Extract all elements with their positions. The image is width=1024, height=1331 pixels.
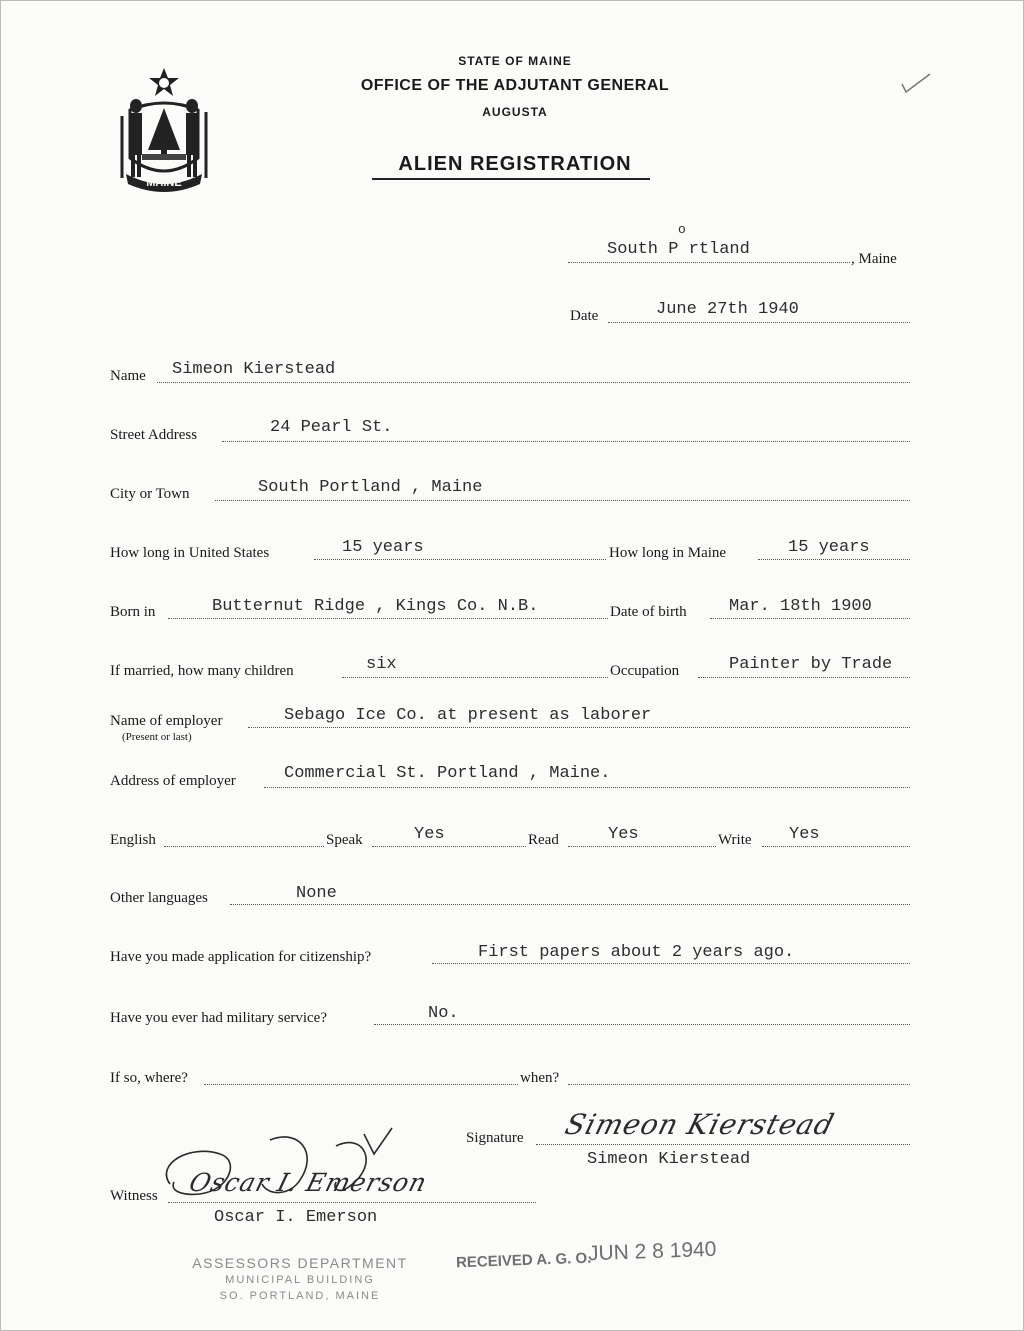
write-label: Write	[718, 832, 752, 848]
born-line	[168, 618, 608, 619]
signature-line	[536, 1144, 910, 1145]
name-value: Simeon Kierstead	[172, 360, 336, 379]
header-city: AUGUSTA	[482, 105, 548, 119]
other-languages-line	[230, 904, 910, 905]
date-value: June 27th 1940	[656, 300, 799, 319]
name-line	[157, 382, 910, 383]
write-value: Yes	[789, 825, 820, 844]
street-line	[222, 441, 910, 442]
us-time-value: 15 years	[342, 538, 424, 557]
military-label: Have you ever had military service?	[110, 1010, 327, 1026]
when-label: when?	[520, 1070, 560, 1086]
employer-address-label: Address of employer	[110, 773, 236, 789]
city-line	[215, 500, 910, 501]
speak-line	[372, 846, 526, 847]
stamp-assessors-line2: MUNICIPAL BUILDING	[225, 1274, 375, 1286]
signature-handwritten: Simeon Kierstead	[561, 1108, 839, 1141]
svg-text:MAINE: MAINE	[146, 177, 182, 189]
dob-value: Mar. 18th 1900	[729, 597, 872, 616]
citizenship-value: First papers about 2 years ago.	[478, 943, 795, 962]
date-label: Date	[570, 308, 599, 324]
where-line	[204, 1084, 518, 1085]
place-correction-mark: o	[678, 222, 686, 237]
form-title: ALIEN REGISTRATION	[398, 153, 632, 175]
military-value: No.	[428, 1004, 459, 1023]
speak-label: Speak	[326, 832, 363, 848]
occupation-value: Painter by Trade	[729, 655, 893, 674]
maine-time-line	[758, 559, 910, 560]
english-line	[164, 846, 324, 847]
maine-time-value: 15 years	[788, 538, 870, 557]
employer-address-value: Commercial St. Portland , Maine.	[284, 764, 611, 783]
occupation-label: Occupation	[610, 663, 680, 679]
speak-value: Yes	[414, 825, 445, 844]
employer-address-line	[264, 787, 910, 788]
write-line	[762, 846, 910, 847]
stamp-received-date: JUN 2 8 1940	[587, 1237, 717, 1266]
other-languages-label: Other languages	[110, 890, 208, 906]
children-label: If married, how many children	[110, 663, 294, 679]
occupation-line	[698, 677, 910, 678]
date-line	[608, 322, 910, 323]
military-line	[374, 1024, 910, 1025]
street-label: Street Address	[110, 427, 198, 443]
english-label: English	[110, 832, 156, 848]
stamp-assessors-line3: SO. PORTLAND, MAINE	[219, 1290, 381, 1302]
dob-label: Date of birth	[610, 604, 687, 620]
children-value: six	[366, 655, 397, 674]
city-label: City or Town	[110, 486, 190, 502]
employer-sublabel: (Present or last)	[122, 731, 192, 743]
check-mark-icon	[898, 70, 934, 96]
header-state: STATE OF MAINE	[458, 54, 572, 68]
when-line	[568, 1084, 910, 1085]
children-line	[342, 677, 608, 678]
us-time-line	[314, 559, 606, 560]
title-underline	[372, 178, 650, 180]
signature-typed: Simeon Kierstead	[587, 1150, 751, 1169]
name-label: Name	[110, 368, 146, 384]
street-value: 24 Pearl St.	[270, 418, 393, 437]
stamp-received-text: RECEIVED A. G. O.	[455, 1249, 592, 1272]
signature-label: Signature	[466, 1130, 524, 1146]
place-line	[568, 262, 850, 263]
citizenship-line	[432, 963, 910, 964]
city-value: South Portland , Maine	[258, 478, 483, 497]
place-value: South P rtland	[607, 240, 750, 259]
employer-label: Name of employer	[110, 713, 223, 729]
read-line	[568, 846, 716, 847]
read-label: Read	[528, 832, 559, 848]
employer-value: Sebago Ice Co. at present as laborer	[284, 706, 652, 725]
other-languages-value: None	[296, 884, 337, 903]
witness-handwritten: Oscar I. Emerson	[186, 1168, 431, 1197]
stamp-assessors-line1: ASSESSORS DEPARTMENT	[192, 1255, 408, 1271]
employer-line	[248, 727, 910, 728]
maine-time-label: How long in Maine	[609, 545, 727, 561]
us-time-label: How long in United States	[110, 545, 270, 561]
header-office: OFFICE OF THE ADJUTANT GENERAL	[360, 77, 670, 94]
read-value: Yes	[608, 825, 639, 844]
citizenship-label: Have you made application for citizenship?	[110, 949, 372, 965]
witness-label: Witness	[110, 1188, 158, 1204]
dob-line	[710, 618, 910, 619]
place-state-label: , Maine	[851, 251, 897, 267]
witness-typed: Oscar I. Emerson	[214, 1208, 378, 1227]
state-seal-icon	[112, 66, 216, 196]
born-label: Born in	[110, 604, 156, 620]
where-label: If so, where?	[110, 1070, 188, 1086]
born-value: Butternut Ridge , Kings Co. N.B.	[212, 597, 539, 616]
